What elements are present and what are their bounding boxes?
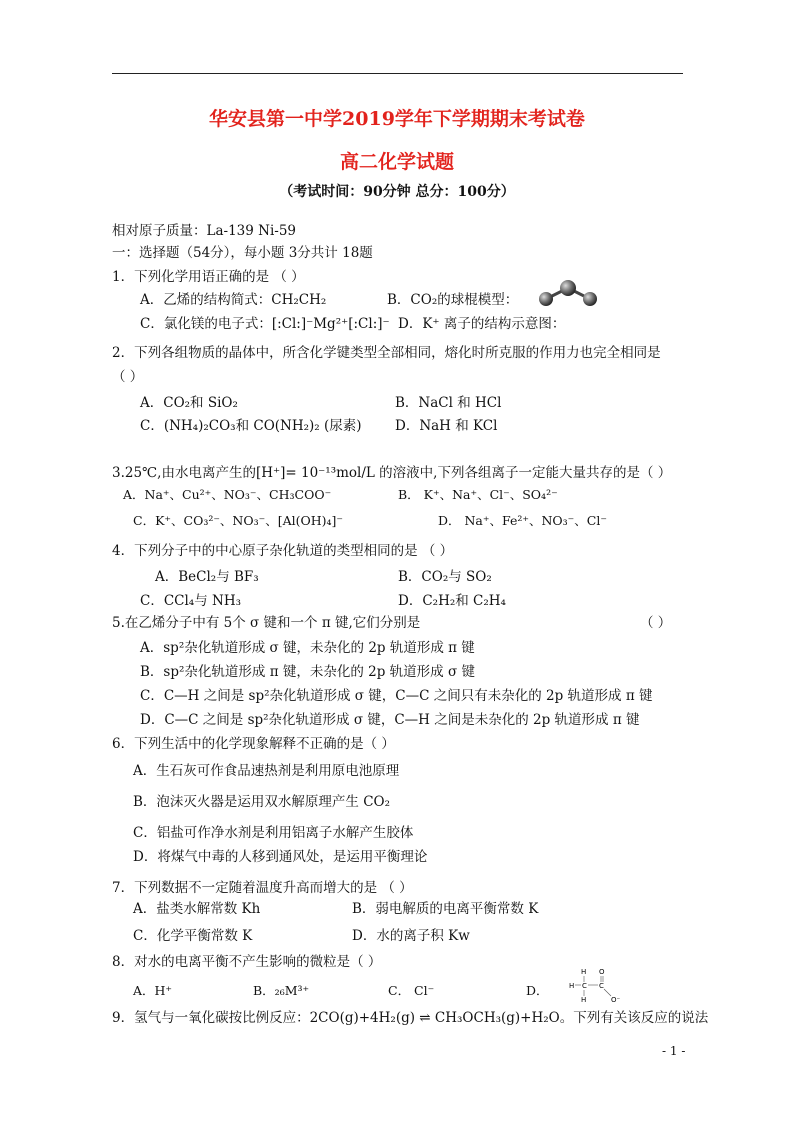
q4-option-d: D．C₂H₂和 C₂H₄	[398, 593, 506, 609]
exam-info: （考试时间：90分钟 总分：100分）	[279, 184, 515, 200]
question-3-stem: 3.25℃,由水电离产生的[H⁺]= 10⁻¹³mol/L 的溶液中,下列各组离子一定能大量共存的是（ ）	[112, 465, 672, 481]
question-4-stem: 4．下列分子中的中心原子杂化轨道的类型相同的是 （ ）	[112, 543, 454, 559]
q4-option-b: B．CO₂与 SO₂	[398, 569, 492, 585]
svg-text:H: H	[569, 982, 575, 990]
svg-text:O: O	[599, 968, 605, 976]
q5-option-d: D．C—C 之间是 sp²杂化轨道形成 σ 键，C—H 之间是未杂化的 2p 轨道形成 π 键	[140, 712, 640, 728]
atomic-mass-note: 相对原子质量：La-139 Ni-59	[112, 223, 297, 239]
q2-option-a: A．CO₂和 SiO₂	[140, 395, 238, 411]
co2-ball-stick-model-icon	[536, 279, 600, 309]
q6-option-a: A．生石灰可作食品速热剂是利用原电池原理	[133, 763, 400, 779]
question-5-answer-paren: （ ）	[640, 615, 672, 631]
q3-option-c: C．K⁺、CO₃²⁻、NO₃⁻、[Al(OH)₄]⁻	[133, 513, 344, 528]
q7-option-c: C．化学平衡常数 K	[133, 928, 253, 944]
q8-option-a: A．H⁺	[133, 983, 173, 998]
question-6-stem: 6．下列生活中的化学现象解释不正确的是（ ）	[112, 736, 395, 752]
exam-subtitle: 高二化学试题	[339, 151, 454, 173]
q1-option-a: A．乙烯的结构简式：CH₂CH₂	[140, 292, 327, 308]
question-5-stem: 5.在乙烯分子中有 5个 σ 键和一个 π 键,它们分别是	[112, 615, 421, 631]
header-rule	[112, 73, 683, 74]
q2-option-b: B．NaCl 和 HCl	[395, 395, 502, 411]
svg-text:C: C	[582, 982, 587, 990]
q3-option-a: A．Na⁺、Cu²⁺、NO₃⁻、CH₃COO⁻	[123, 487, 332, 502]
q7-option-d: D．水的离子积 Kw	[352, 928, 470, 944]
page-number: - 1 -	[662, 1044, 686, 1058]
q5-option-b: B．sp²杂化轨道形成 π 键，未杂化的 2p 轨道形成 σ 键	[140, 664, 475, 680]
q1-option-b: B．CO₂的球棍模型：	[387, 292, 519, 308]
question-2-stem-paren: （ ）	[112, 369, 144, 385]
q3-option-d: D． Na⁺、Fe²⁺、NO₃⁻、Cl⁻	[438, 513, 607, 528]
svg-text:H: H	[581, 996, 587, 1004]
q7-option-b: B．弱电解质的电离平衡常数 K	[352, 901, 539, 917]
exam-title: 华安县第一中学2019学年下学期期末考试卷	[209, 108, 585, 130]
q5-option-a: A．sp²杂化轨道形成 σ 键，未杂化的 2p 轨道形成 π 键	[140, 640, 475, 656]
q3-option-b: B． K⁺、Na⁺、Cl⁻、SO₄²⁻	[398, 487, 558, 502]
q8-option-c: C． Cl⁻	[388, 983, 435, 998]
q1-option-c: C．氯化镁的电子式：[:Cl:]⁻Mg²⁺[:Cl:]⁻	[140, 316, 390, 332]
q8-option-d: D．	[526, 983, 549, 998]
q5-option-c: C．C—H 之间是 sp²杂化轨道形成 σ 键，C—C 之间只有未杂化的 2p 轨道形成 π 键	[140, 688, 653, 704]
section-heading: 一：选择题（54分），每小题 3分共计 18题	[112, 245, 373, 261]
q7-option-a: A．盐类水解常数 Kh	[133, 901, 261, 917]
svg-text:O⁻: O⁻	[611, 996, 621, 1004]
q8-option-b: B．₂₆M³⁺	[253, 983, 310, 998]
question-9-stem: 9．氢气与一氧化碳按比例反应：2CO(g)+4H₂(g) ⇌ CH₃OCH₃(g)+H₂O。下列有关该反应的说法	[112, 1010, 709, 1026]
q6-option-c: C．铝盐可作净水剂是利用铝离子水解产生胶体	[133, 825, 414, 841]
q1-option-d: D．K⁺ 离子的结构示意图：	[398, 316, 566, 332]
question-1-stem: 1．下列化学用语正确的是 （ ）	[112, 269, 305, 285]
q2-option-d: D．NaH 和 KCl	[395, 418, 498, 434]
bicarbonate-structure-icon	[561, 968, 631, 1004]
svg-text:H: H	[581, 968, 587, 976]
q2-option-c: C．(NH₄)₂CO₃和 CO(NH₂)₂ (尿素)	[140, 418, 362, 434]
question-2-stem: 2．下列各组物质的晶体中，所含化学键类型全部相同，熔化时所克服的作用力也完全相同是	[112, 345, 661, 361]
svg-text:C: C	[599, 982, 604, 990]
q6-option-b: B．泡沫灭火器是运用双水解原理产生 CO₂	[133, 794, 391, 810]
q4-option-c: C．CCl₄与 NH₃	[140, 593, 242, 609]
q4-option-a: A．BeCl₂与 BF₃	[155, 569, 259, 585]
question-7-stem: 7．下列数据不一定随着温度升高而增大的是 （ ）	[112, 880, 413, 896]
q6-option-d: D．将煤气中毒的人移到通风处，是运用平衡理论	[133, 849, 428, 865]
question-8-stem: 8．对水的电离平衡不产生影响的微粒是（ ）	[112, 954, 382, 970]
